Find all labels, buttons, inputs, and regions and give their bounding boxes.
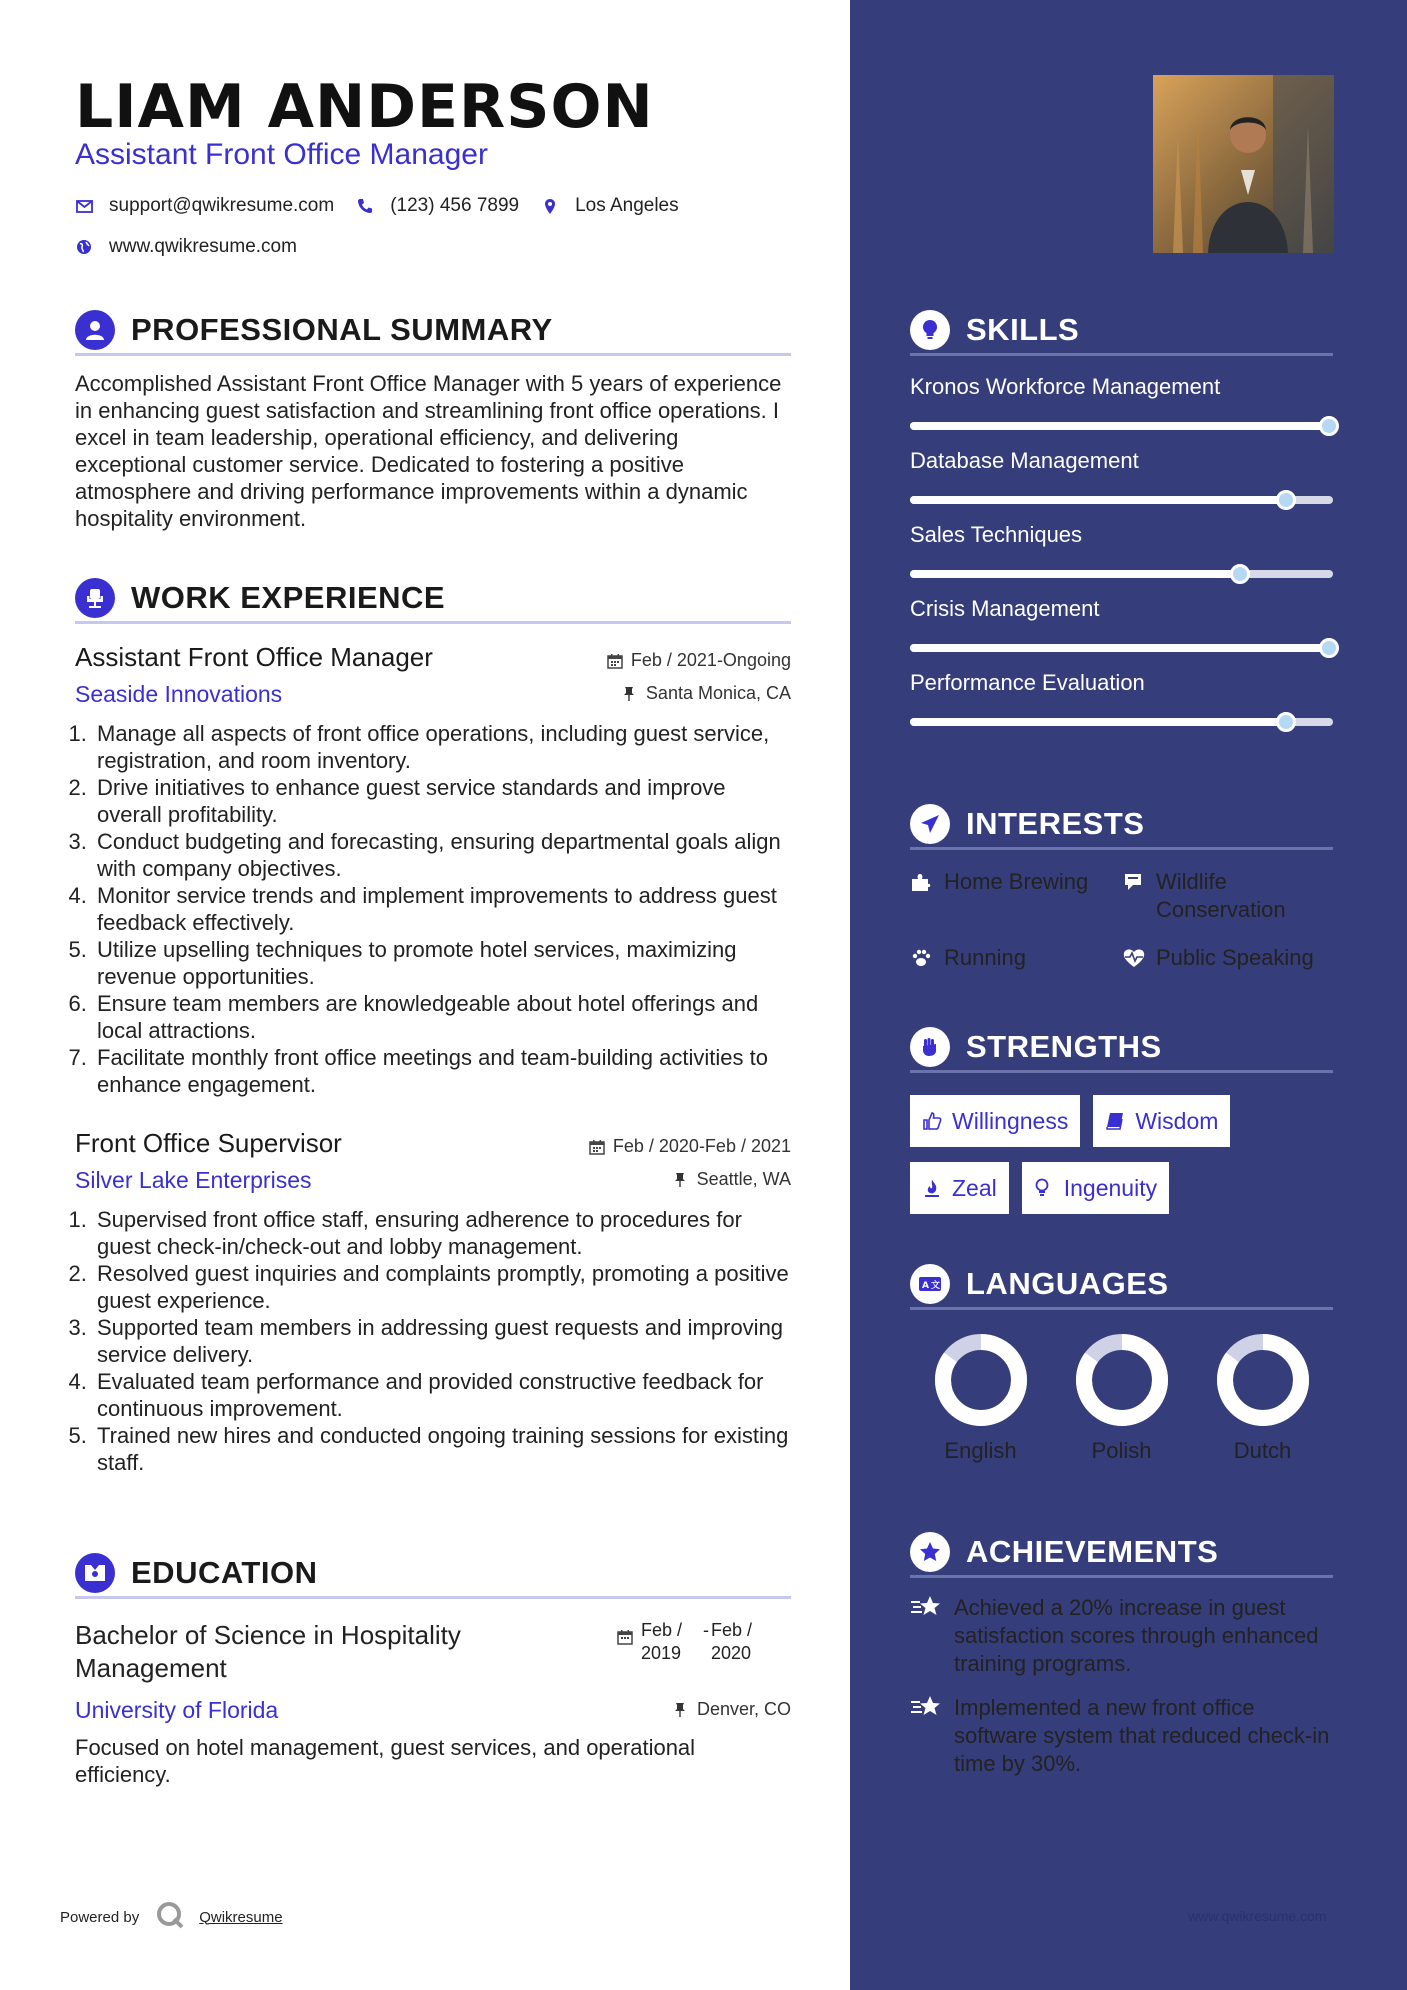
duty-list — [93, 720, 791, 1098]
graduate-icon — [75, 1553, 115, 1593]
degree-title: Bachelor of Science in Hospitality Management — [75, 1620, 461, 1683]
language-ring — [1215, 1332, 1311, 1428]
job-title: Front Office Supervisor — [75, 1128, 342, 1158]
lightbulb-icon — [910, 310, 950, 350]
education-location: Denver, CO — [673, 1699, 791, 1720]
skill-bar-fill — [910, 496, 1286, 504]
language-icon — [910, 1264, 950, 1304]
skill-item — [910, 596, 1333, 652]
education-section — [75, 1555, 791, 1788]
skill-bar — [910, 570, 1333, 578]
thumbs-up-icon — [922, 1111, 942, 1131]
svg-text:文: 文 — [931, 1280, 941, 1291]
skill-bar — [910, 644, 1333, 652]
summary-section — [75, 312, 791, 532]
languages-heading: A 文 LANGUAGES — [910, 1266, 1333, 1310]
job-entry — [75, 1128, 791, 1476]
experience-heading: WORK EXPERIENCE — [75, 580, 791, 624]
globe-icon — [75, 238, 93, 256]
heartbeat-icon — [1122, 947, 1144, 969]
job-title: Assistant Front Office Manager — [75, 642, 433, 672]
achievements-section — [910, 1534, 1333, 1778]
profile-photo — [1153, 75, 1334, 253]
duty-list — [93, 1206, 791, 1476]
achievement-item: Implemented a new front office software system that reduced check-in time by 30%. — [910, 1694, 1333, 1778]
job-company: Seaside Innovations — [75, 681, 283, 707]
experience-section — [75, 580, 791, 1476]
envelope-icon — [75, 197, 93, 215]
skill-bar-knob — [1319, 416, 1339, 436]
language-item — [910, 1332, 1051, 1464]
strength-chip: Ingenuity — [1022, 1162, 1169, 1214]
candidate-name: LIAM ANDERSON — [75, 72, 654, 142]
list-item: 5. Trained new hires and conducted ongoing training sessions for existing staff. — [93, 1422, 791, 1476]
qwikresume-logo-icon — [155, 1900, 185, 1934]
skill-item — [910, 374, 1333, 430]
calendar-icon — [617, 1629, 633, 1645]
education-heading: EDUCATION — [75, 1555, 791, 1599]
interests-heading: INTERESTS — [910, 806, 1333, 850]
skill-bar — [910, 496, 1333, 504]
phone-icon — [356, 197, 374, 215]
summary-heading: PROFESSIONAL SUMMARY — [75, 312, 791, 356]
shooting-star-icon — [910, 1594, 942, 1622]
puzzle-icon — [910, 871, 932, 893]
list-item: 3. Supported team members in addressing guest requests and improving service delivery. — [93, 1314, 791, 1368]
footer-powered: Powered by Qwikresume — [60, 1900, 283, 1934]
shooting-star-icon — [910, 1694, 942, 1722]
contact-info — [75, 192, 815, 274]
skill-name: Crisis Management — [910, 596, 1100, 621]
job-location: Santa Monica, CA — [622, 683, 791, 704]
skill-name: Database Management — [910, 448, 1139, 473]
skill-item — [910, 522, 1333, 578]
skills-heading: SKILLS — [910, 312, 1333, 356]
svg-text:A: A — [922, 1280, 929, 1291]
strengths-heading: STRENGTHS — [910, 1029, 1333, 1073]
summary-text: Accomplished Assistant Front Office Manager with 5 years of experience in enhancing guest satisfaction and streamlining front office operations. I excel in team leadership, operational efficiency, and delivering exceptional customer service. Dedicated to fostering a positive atmosphere and driving performance improvements within a dynamic hospitality environment. — [75, 371, 782, 531]
pushpin-icon — [673, 1172, 689, 1188]
calendar-icon — [607, 653, 623, 669]
education-date-end: Feb / 2020 — [711, 1620, 753, 1663]
achievements-heading: ACHIEVEMENTS — [910, 1534, 1333, 1578]
map-pin-icon — [541, 197, 559, 215]
office-chair-icon — [75, 578, 115, 618]
job-entry — [75, 642, 791, 1098]
strength-chip: Wisdom — [1093, 1095, 1230, 1147]
list-item: 3. Conduct budgeting and forecasting, ensuring departmental goals align with company objectives. — [93, 828, 791, 882]
interest-item: Public Speaking — [1122, 944, 1333, 972]
brand-link[interactable]: Qwikresume — [199, 1908, 283, 1926]
strengths-list — [910, 1095, 1333, 1229]
skill-bar-fill — [910, 570, 1240, 578]
language-name: Dutch — [1233, 1438, 1292, 1463]
language-ring — [1074, 1332, 1170, 1428]
list-item: 7. Facilitate monthly front office meetings and team-building activities to enhance engagement. — [93, 1044, 791, 1098]
book-icon — [1105, 1111, 1125, 1131]
job-company: Silver Lake Enterprises — [75, 1167, 312, 1193]
skill-bar-knob — [1276, 490, 1296, 510]
skills-list — [910, 374, 1333, 726]
list-item: 4. Monitor service trends and implement improvements to address guest feedback effectively. — [93, 882, 791, 936]
list-item: 4. Evaluated team performance and provided constructive feedback for continuous improvement. — [93, 1368, 791, 1422]
footer-url[interactable]: www.qwikresume.com — [1188, 1908, 1327, 1924]
contact-email[interactable]: support@qwikresume.com — [75, 195, 334, 217]
education-description: Focused on hotel management, guest services, and operational efficiency. — [75, 1735, 696, 1787]
raised-fist-icon — [910, 1027, 950, 1067]
school-name: University of Florida — [75, 1697, 279, 1723]
skill-bar-fill — [910, 718, 1286, 726]
language-item — [1192, 1332, 1333, 1464]
pushpin-icon — [673, 1702, 689, 1718]
languages-list — [910, 1332, 1333, 1464]
lightbulb-icon — [1034, 1178, 1054, 1198]
user-icon — [75, 310, 115, 350]
job-date: Feb / 2020-Feb / 2021 — [589, 1136, 791, 1157]
contact-website[interactable]: www.qwikresume.com — [75, 236, 297, 258]
interests-list — [910, 868, 1333, 972]
skill-bar — [910, 718, 1333, 726]
contact-phone[interactable]: (123) 456 7899 — [356, 195, 519, 217]
interest-item: Wildlife Conservation — [1122, 868, 1333, 924]
interest-item: Home Brewing — [910, 868, 1122, 924]
strength-chip: Willingness — [910, 1095, 1080, 1147]
skill-bar-fill — [910, 644, 1333, 652]
interests-section — [910, 806, 1333, 972]
job-location: Seattle, WA — [673, 1169, 791, 1190]
strengths-section — [910, 1029, 1333, 1229]
skill-bar-knob — [1319, 638, 1339, 658]
education-date-start: Feb / 2019 — [641, 1620, 683, 1663]
skill-bar-fill — [910, 422, 1333, 430]
flame-icon — [922, 1178, 942, 1198]
paw-icon — [910, 947, 932, 969]
language-name: Polish — [1091, 1438, 1152, 1463]
skill-name: Performance Evaluation — [910, 670, 1145, 695]
skills-section — [910, 312, 1333, 726]
education-date: Feb / 2019 - Feb / 2020 — [617, 1619, 761, 1685]
languages-section — [910, 1266, 1333, 1464]
language-name: English — [944, 1438, 1017, 1463]
list-item: 2. Resolved guest inquiries and complaints promptly, promoting a positive guest experience. — [93, 1260, 791, 1314]
list-item: 5. Utilize upselling techniques to promote hotel services, maximizing revenue opportunities. — [93, 936, 791, 990]
skill-item — [910, 448, 1333, 504]
skill-name: Kronos Workforce Management — [910, 374, 1221, 399]
language-item — [1051, 1332, 1192, 1464]
pushpin-icon — [622, 686, 638, 702]
job-date: Feb / 2021-Ongoing — [607, 650, 791, 671]
skill-bar — [910, 422, 1333, 430]
list-item: 1. Supervised front office staff, ensuring adherence to procedures for guest check-in/check-out and lobby management. — [93, 1206, 791, 1260]
skill-bar-knob — [1230, 564, 1250, 584]
candidate-title: Assistant Front Office Manager — [75, 138, 488, 171]
list-item: 1. Manage all aspects of front office operations, including guest service, registration, and room inventory. — [93, 720, 791, 774]
language-ring — [933, 1332, 1029, 1428]
comment-icon — [1122, 871, 1144, 893]
strength-chip: Zeal — [910, 1162, 1009, 1214]
list-item: 6. Ensure team members are knowledgeable about hotel offerings and local attractions. — [93, 990, 791, 1044]
interest-item: Running — [910, 944, 1122, 972]
skill-item — [910, 670, 1333, 726]
calendar-icon — [589, 1139, 605, 1155]
paper-plane-icon — [910, 804, 950, 844]
contact-location: Los Angeles — [541, 195, 679, 217]
star-badge-icon — [910, 1532, 950, 1572]
skill-name: Sales Techniques — [910, 522, 1083, 547]
list-item: 2. Drive initiatives to enhance guest service standards and improve overall profitability. — [93, 774, 791, 828]
achievement-item: Achieved a 20% increase in guest satisfaction scores through enhanced training programs. — [910, 1594, 1333, 1678]
